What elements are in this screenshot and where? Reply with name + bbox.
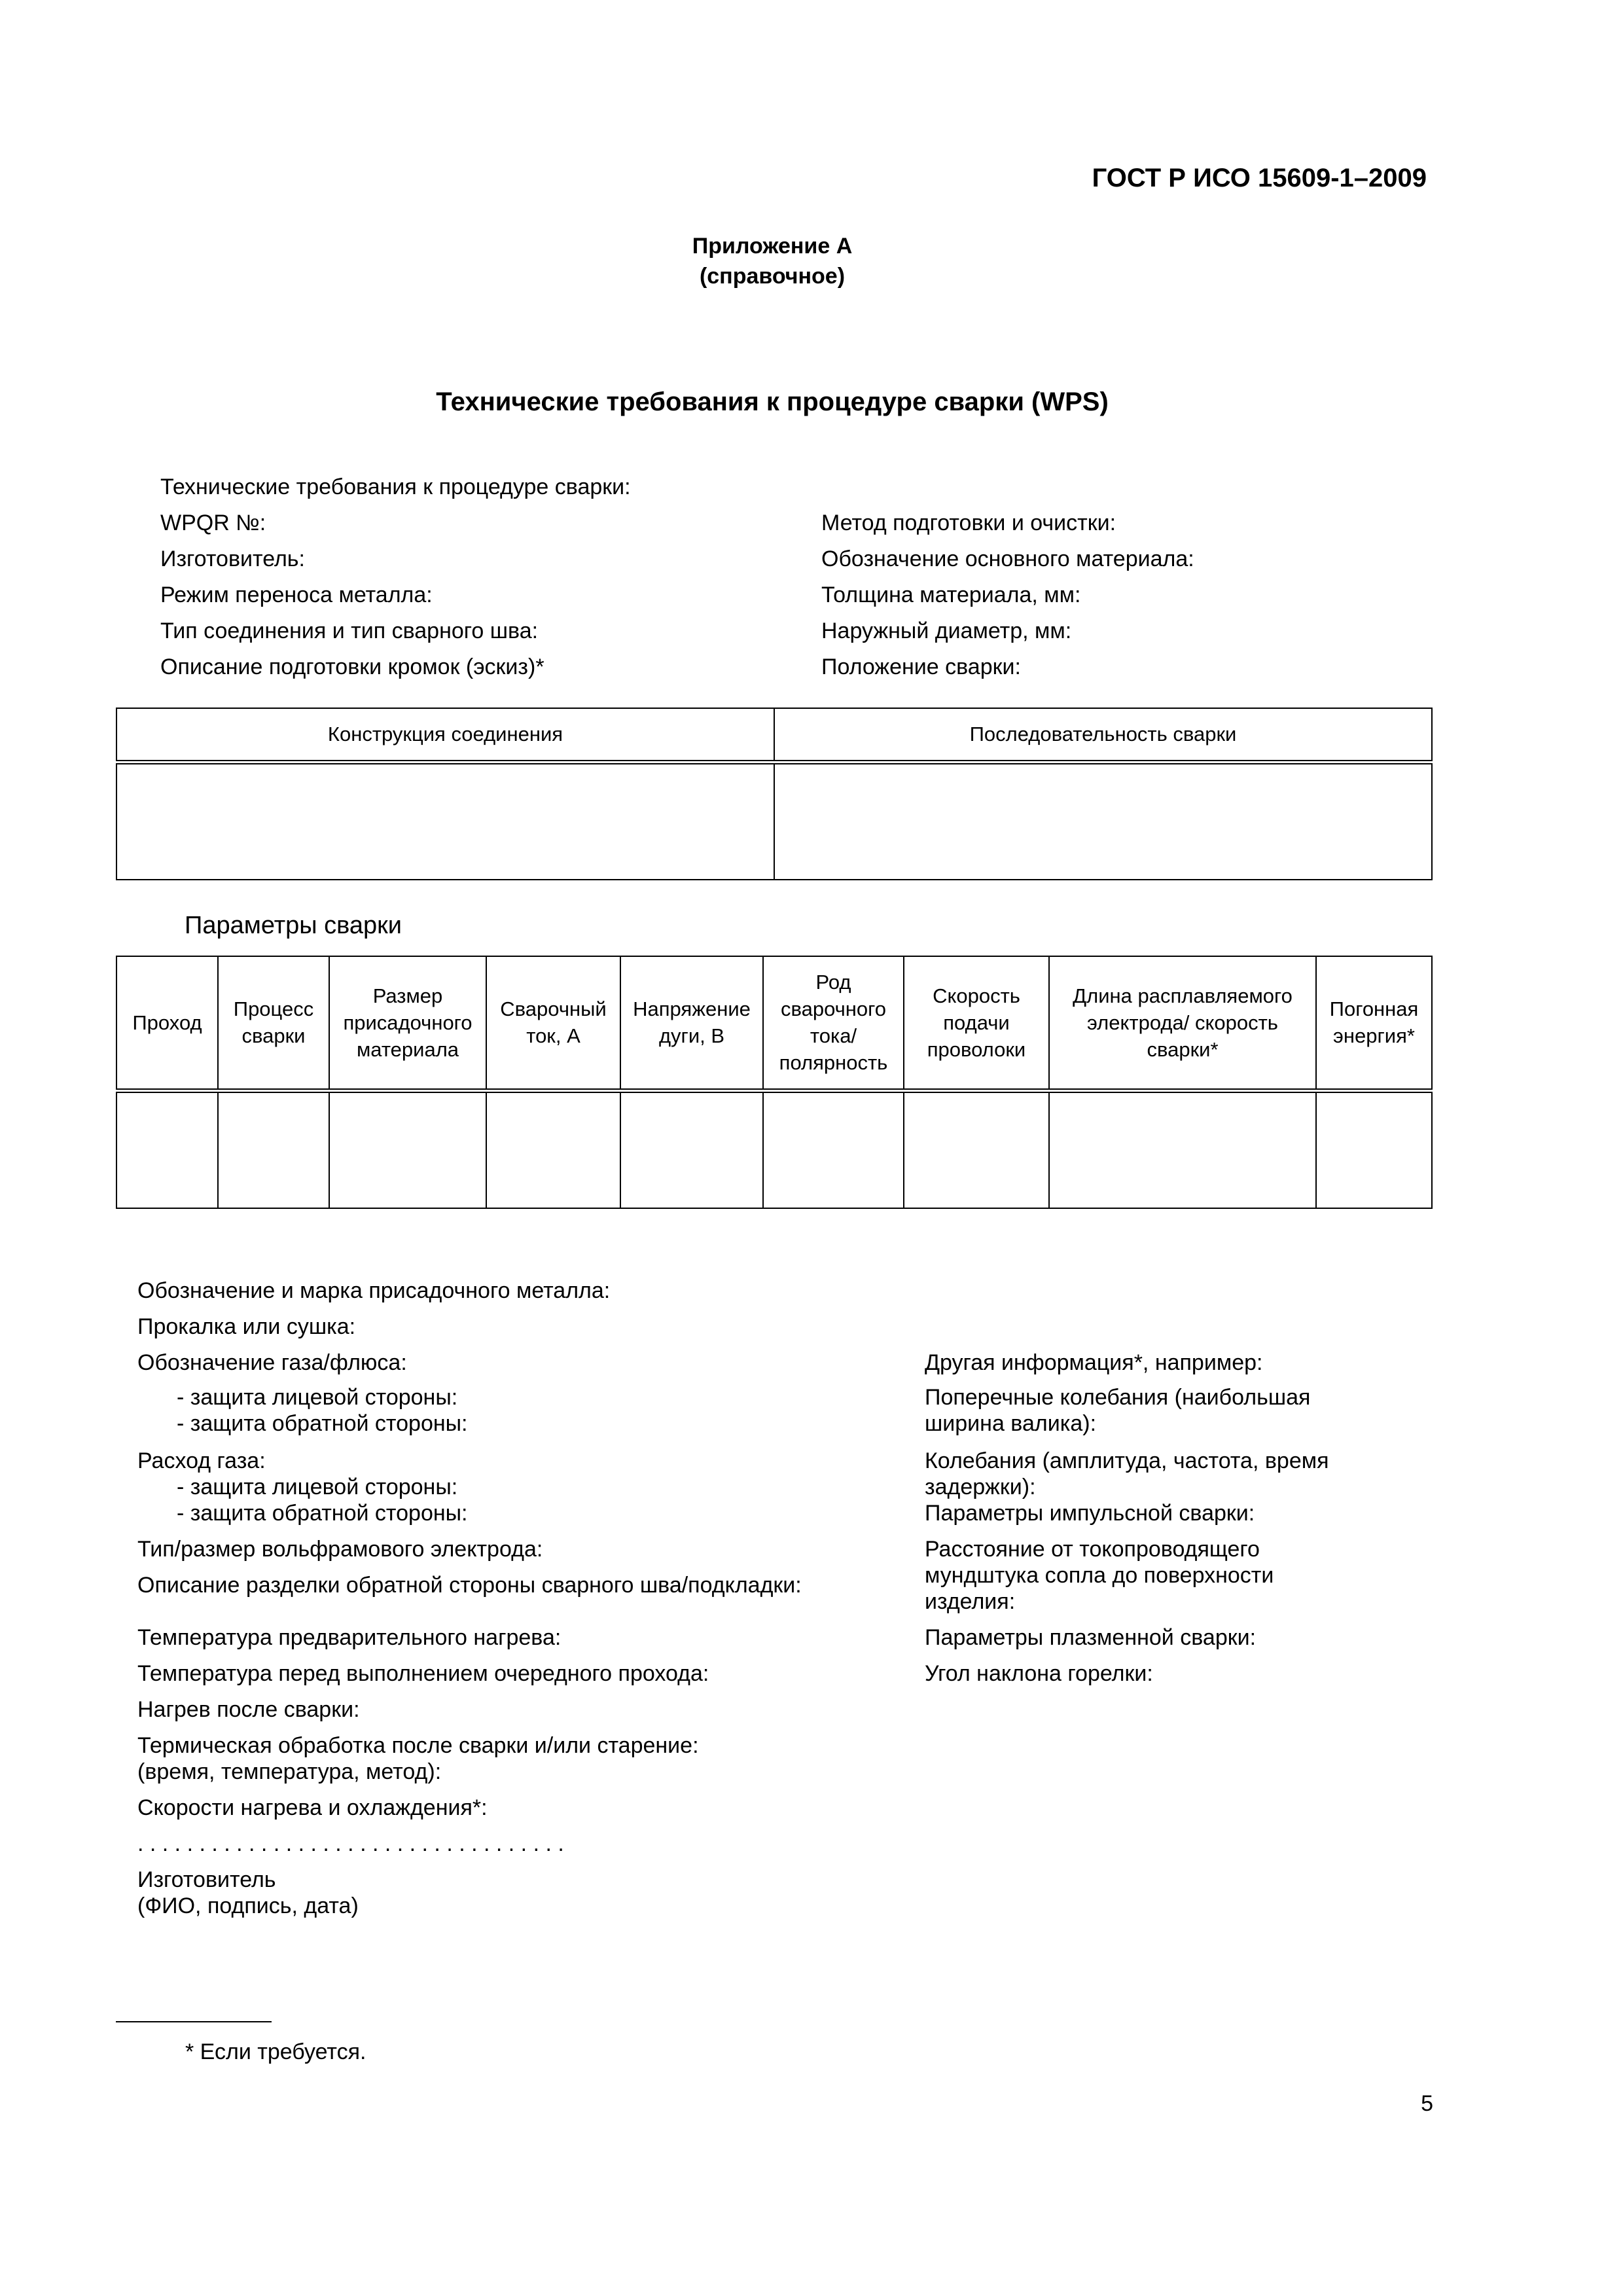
wire-feed-header xyxy=(904,956,1049,1090)
page-number: 5 xyxy=(1421,2091,1433,2116)
wire-feed-header-line-1: Скорость xyxy=(933,984,1020,1007)
interpass-label: Температура перед выполнением очередного прохода: xyxy=(137,1661,709,1686)
info-intro: Технические требования к процедуре сварки: xyxy=(160,475,631,499)
welding-parameters-table xyxy=(116,956,1433,1209)
distance-label-line-3: изделия: xyxy=(925,1589,1016,1614)
info-right-4: Положение сварки: xyxy=(821,655,1021,679)
current-header xyxy=(486,956,620,1090)
info-right-1: Обозначение основного материала: xyxy=(821,547,1194,571)
flow-back-shield: - защита обратной стороны: xyxy=(177,1501,468,1526)
document-title: Технические требования к процедуре сварки (WPS) xyxy=(436,387,1109,416)
current-cell[interactable] xyxy=(486,1090,620,1208)
run-length-header-line-3: сварки* xyxy=(1147,1037,1219,1061)
filler-size-header-line-2: присадочного xyxy=(343,1011,473,1034)
current-type-header-line-4: полярность xyxy=(779,1051,888,1075)
tungsten-electrode-label: Тип/размер вольфрамового электрода: xyxy=(137,1537,543,1562)
torch-angle-label: Угол наклона горелки: xyxy=(925,1661,1153,1686)
gas-flux-label: Обозначение газа/флюса: xyxy=(137,1350,407,1375)
info-right-3: Наружный диаметр, мм: xyxy=(821,619,1072,643)
process-header-line-2: сварки xyxy=(241,1024,306,1048)
postheat-label: Нагрев после сварки: xyxy=(137,1697,360,1722)
filler-metal-label: Обозначение и марка присадочного металла: xyxy=(137,1278,611,1303)
annex-title: Приложение А xyxy=(692,234,853,259)
distance-label-line-2: мундштука сопла до поверхности xyxy=(925,1563,1274,1588)
info-left-0: WPQR №: xyxy=(160,511,266,535)
heat-input-header-line-2: энергия* xyxy=(1333,1024,1415,1048)
footnote-separator xyxy=(116,2021,272,2022)
current-type-header-line-1: Род xyxy=(815,971,851,994)
current-type-header xyxy=(763,956,904,1090)
info-left-2: Режим переноса металла: xyxy=(160,583,433,607)
manufacturer-label: Изготовитель xyxy=(137,1867,276,1892)
info-right-0: Метод подготовки и очистки: xyxy=(821,511,1116,535)
run-length-header xyxy=(1049,956,1316,1090)
info-left-3: Тип соединения и тип сварного шва: xyxy=(160,619,539,643)
joint-design-header: Конструкция соединения xyxy=(116,708,774,762)
voltage-header-line-1: Напряжение xyxy=(633,997,751,1021)
gas-back-shield: - защита обратной стороны: xyxy=(177,1411,468,1436)
weave-label-line-2: ширина валика): xyxy=(925,1411,1097,1436)
current-type-header-line-2: сварочного xyxy=(780,997,887,1021)
joint-design-cell[interactable] xyxy=(116,762,774,880)
plasma-label: Параметры плазменной сварки: xyxy=(925,1625,1257,1650)
filler-size-header-line-3: материала xyxy=(356,1037,459,1061)
voltage-cell[interactable] xyxy=(620,1090,763,1208)
heat-input-header xyxy=(1316,956,1432,1090)
gas-flow-label: Расход газа: xyxy=(137,1448,266,1473)
filler-size-cell[interactable] xyxy=(329,1090,486,1208)
pass-header xyxy=(116,956,218,1090)
table-row xyxy=(116,1090,1432,1208)
run-length-cell[interactable] xyxy=(1049,1090,1316,1208)
welding-parameters-title: Параметры сварки xyxy=(185,912,402,939)
backing-label: Описание разделки обратной стороны сварного шва/подкладки: xyxy=(137,1573,802,1598)
voltage-header-line-2: дуги, В xyxy=(658,1024,725,1048)
run-length-header-line-1: Длина расплавляемого xyxy=(1073,984,1293,1007)
heat-input-cell[interactable] xyxy=(1316,1090,1432,1208)
current-header-line-1: Сварочный xyxy=(500,997,607,1021)
standard-designation: ГОСТ Р ИСО 15609-1–2009 xyxy=(1092,164,1427,192)
filler-size-header xyxy=(329,956,486,1090)
oscillation-label-line-1: Колебания (амплитуда, частота, время xyxy=(925,1448,1329,1473)
wire-feed-cell[interactable] xyxy=(904,1090,1049,1208)
current-header-line-2: ток, А xyxy=(526,1024,580,1048)
welding-sequence-header: Последовательность сварки xyxy=(774,708,1432,762)
current-type-cell[interactable] xyxy=(763,1090,904,1208)
run-length-header-line-2: электрода/ скорость xyxy=(1087,1011,1278,1034)
wire-feed-header-line-3: проволоки xyxy=(927,1037,1026,1061)
info-right-2: Толщина материала, мм: xyxy=(821,583,1081,607)
pwht-label-line-1: Термическая обработка после сварки и/или старение: xyxy=(137,1733,699,1758)
gas-face-shield: - защита лицевой стороны: xyxy=(177,1385,458,1410)
welding-sequence-cell[interactable] xyxy=(774,762,1432,880)
annex-type: (справочное) xyxy=(699,264,846,289)
process-header-line-1: Процесс xyxy=(233,997,314,1021)
manufacturer-note: (ФИО, подпись, дата) xyxy=(137,1893,359,1918)
pulse-label: Параметры импульсной сварки: xyxy=(925,1501,1255,1526)
pass-cell[interactable] xyxy=(116,1090,218,1208)
process-cell[interactable] xyxy=(218,1090,329,1208)
joint-table xyxy=(116,708,1433,880)
oscillation-label-line-2: задержки): xyxy=(925,1475,1036,1499)
filler-size-header-line-1: Размер xyxy=(372,984,443,1007)
weave-label-line-1: Поперечные колебания (наибольшая xyxy=(925,1385,1311,1410)
baking-label: Прокалка или сушка: xyxy=(137,1314,356,1339)
pwht-label-line-2: (время, температура, метод): xyxy=(137,1759,442,1784)
pass-header-line-1: Проход xyxy=(132,1011,202,1034)
process-header xyxy=(218,956,329,1090)
footnote-text: * Если требуется. xyxy=(185,2039,366,2064)
flow-face-shield: - защита лицевой стороны: xyxy=(177,1475,458,1499)
current-type-header-line-3: тока/ xyxy=(810,1024,857,1048)
info-left-1: Изготовитель: xyxy=(160,547,305,571)
signature-dotted-line: . . . . . . . . . . . . . . . . . . . . . . . . . . . . . . . . . . . xyxy=(137,1831,564,1856)
heat-input-header-line-1: Погонная xyxy=(1329,997,1419,1021)
other-info-label: Другая информация*, например: xyxy=(925,1350,1263,1375)
heating-cooling-rates-label: Скорости нагрева и охлаждения*: xyxy=(137,1795,488,1820)
voltage-header xyxy=(620,956,763,1090)
distance-label-line-1: Расстояние от токопроводящего xyxy=(925,1537,1260,1562)
info-left-4: Описание подготовки кромок (эскиз)* xyxy=(160,655,544,679)
wire-feed-header-line-2: подачи xyxy=(943,1011,1010,1034)
preheat-label: Температура предварительного нагрева: xyxy=(137,1625,562,1650)
